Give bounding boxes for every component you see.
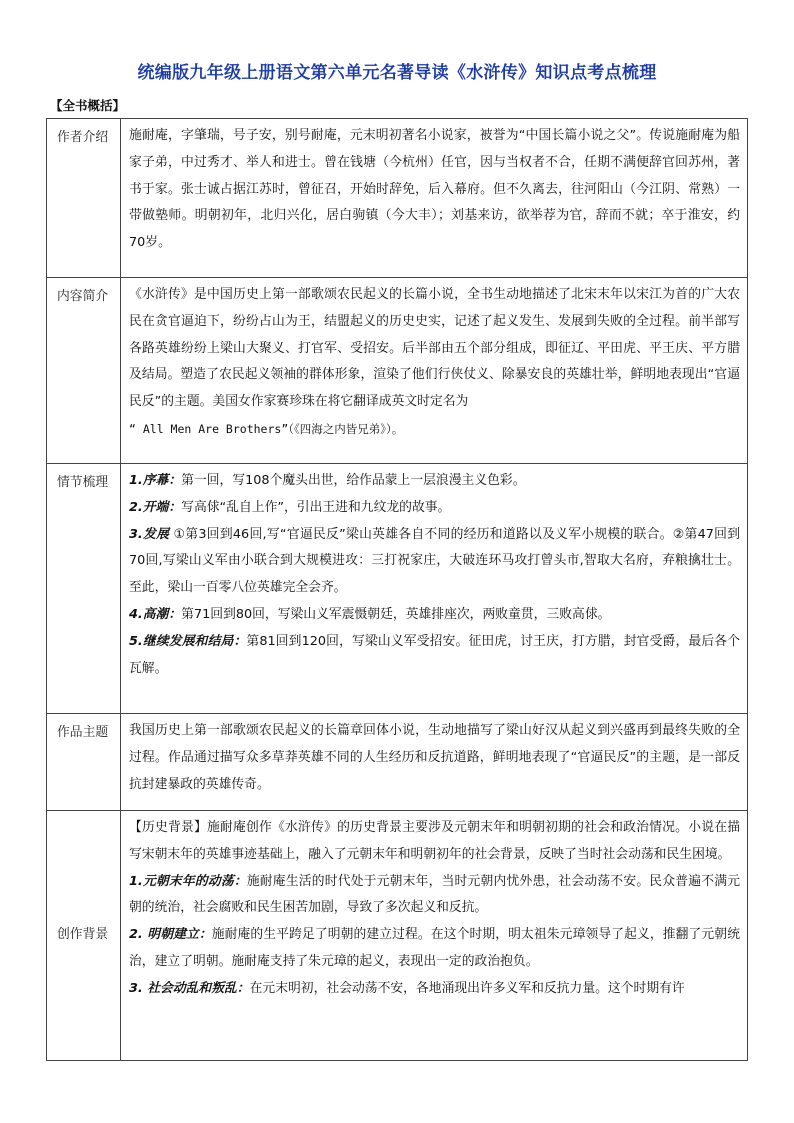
summary-text bbox=[129, 282, 740, 444]
row-label: 内容简介 bbox=[47, 278, 121, 464]
plot-item-text: ①第3回到46回,写“官逼民反”梁山英雄各自不同的经历和道路以及义军小规模的联合。②第47回到70回,写梁山义军由小联合到大规模进攻：三打祝家庄，大破连环马攻打曾头市,智取大名府，弃粮擒壮士。至此，梁山一百零八位英雄完全会齐。 bbox=[129, 526, 740, 596]
plot-item-text: 第81回到120回，写梁山义军受招安。征田虎，讨王庆，打方腊，封官受爵，最后各个瓦解。 bbox=[129, 633, 740, 676]
plot-item-text: 写高俅“乱自上作”，引出王进和九纹龙的故事。 bbox=[181, 499, 451, 515]
plot-item bbox=[129, 602, 740, 629]
plot-item-key: 3.发展 bbox=[129, 526, 170, 542]
table-row-plot bbox=[47, 464, 748, 714]
plot-item-key: 5.继续发展和结局： bbox=[129, 633, 247, 649]
background-item bbox=[129, 922, 740, 976]
plot-item-key: 2.开端： bbox=[129, 499, 182, 515]
background-item bbox=[129, 976, 740, 1003]
section-heading: 【全书概括】 bbox=[50, 98, 126, 113]
theme-text: 我国历史上第一部歌颂农民起义的长篇章回体小说，生动地描写了梁山好汉从起义到兴盛再到最终失败的全过程。作品通过描写众多草莽英雄不同的人生经历和反抗道路，鲜明地表现了“官逼民反”的主题，是一部反抗封建暴政的英雄传奇。 bbox=[129, 723, 740, 792]
background-item-text: 施耐庵的生平跨足了明朝的建立过程。在这个时期，明太祖朱元璋领导了起义，推翻了元朝统治，建立了明朝。施耐庵支持了朱元璋的起义，表现出一定的政治抱负。 bbox=[129, 927, 740, 969]
plot-item-text: 第一回，写108个魔头出世，给作品蒙上一层浪漫主义色彩。 bbox=[181, 473, 526, 488]
row-label: 作品主题 bbox=[47, 714, 121, 811]
row-content bbox=[121, 811, 748, 1061]
background-item-text: 施耐庵生活的时代处于元朝末年，当时元朝内忧外患，社会动荡不安。民众普遍不满元朝的统治，社会腐败和民生困苦加剧，导致了多次起义和反抗。 bbox=[129, 873, 741, 916]
english-title: “ All Men Are Brothers” bbox=[129, 421, 289, 436]
row-content bbox=[121, 464, 748, 714]
author-text: 施耐庵，字肇瑞，号子安，别号耐庵，元末明初著名小说家，被誉为“中国长篇小说之父”。传说施耐庵为船家子弟，中过秀才、举人和进士。曾在钱塘（今杭州）任官，因与当权者不合，任期不满便辞官回苏州，著书于家。张士诚占据江苏时，曾征召，开始时辞免，后入幕府。但不久离去，往河阳山（今江阴、常熟）一带做塾师。明朝初年，北归兴化，居白驹镇（今大丰）；刘基来访，欲举荐为官，辞而不就；卒于淮安，约70岁。 bbox=[129, 128, 740, 251]
plot-item-text: 第71回到80回，写梁山义军震慑朝廷，英雄排座次，两败童贯，三败高俅。 bbox=[181, 606, 611, 622]
row-content bbox=[121, 714, 748, 811]
row-content bbox=[121, 119, 748, 278]
summary-body: 《水浒传》是中国历史上第一部歌颂农民起义的长篇小说，全书生动地描述了北宋末年以宋江为首的广大农民在贪官逼迫下，纷纷占山为王，结盟起义的历史史实，记述了起义发生、发展到失败的全过程。前半部写各路英雄纷纷上梁山大聚义、打官军、受招安。后半部由五个部分组成，即征辽、平田虎、平王庆、平方腊及结局。塑造了农民起义领袖的群体形象，渲染了他们行侠仗义、除暴安良的英雄壮举，鲜明地表现出“官逼民反”的主题。美国女作家赛珍珠在将它翻译成英文时定名为 bbox=[129, 287, 740, 410]
plot-item bbox=[129, 629, 740, 683]
document-title: 统编版九年级上册语文第六单元名著导读《水浒传》知识点考点梳理 bbox=[137, 63, 657, 83]
row-label: 创作背景 bbox=[47, 811, 121, 1061]
plot-item bbox=[129, 468, 740, 495]
table-row-theme bbox=[47, 714, 748, 811]
background-item-key: 1.元朝末年的动荡： bbox=[129, 873, 247, 889]
table-row-background bbox=[47, 811, 748, 1061]
background-item-text: 在元末明初，社会动荡不安，各地涌现出许多义军和反抗力量。这个时期有许 bbox=[249, 980, 685, 996]
row-label: 作者介绍 bbox=[47, 119, 121, 278]
background-item-key: 3. 社会动乱和叛乱： bbox=[129, 980, 250, 996]
summary-table bbox=[46, 118, 748, 1061]
plot-item-key: 4.高潮： bbox=[129, 606, 182, 622]
background-item-key: 2. 明朝建立： bbox=[129, 927, 212, 943]
plot-item bbox=[129, 495, 740, 522]
background-intro: 【历史背景】施耐庵创作《水浒传》的历史背景主要涉及元朝末年和明朝初期的社会和政治情况。小说在描写宋朝末年的英雄事迹基础上，融入了元朝末年和明朝初年的社会背景，反映了当时社会动荡和民生困境。 bbox=[129, 820, 740, 862]
table-row-summary bbox=[47, 278, 748, 464]
background-item bbox=[129, 869, 740, 923]
plot-item bbox=[129, 522, 740, 602]
row-label: 情节梳理 bbox=[47, 464, 121, 714]
table-row-author bbox=[47, 119, 748, 278]
row-content bbox=[121, 278, 748, 464]
english-note: （《四海之内皆兄弟》）。 bbox=[288, 421, 404, 436]
plot-item-key: 1.序幕： bbox=[129, 473, 182, 488]
